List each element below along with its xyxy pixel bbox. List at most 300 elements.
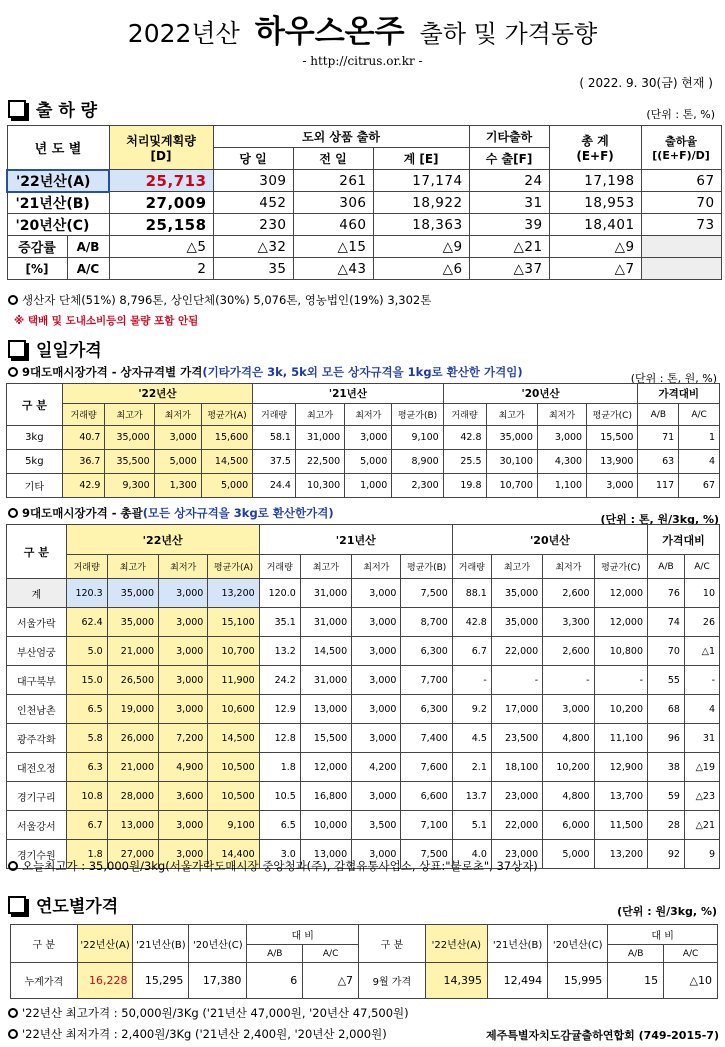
table-cell: 5,000 <box>201 474 252 498</box>
table-cell: 31,000 <box>300 579 351 608</box>
table-cell: 12.9 <box>259 695 300 724</box>
bullet-circle-icon <box>8 367 18 377</box>
table-cell: 1 <box>679 426 720 450</box>
hdr-other-sub: 수 출[F] <box>469 148 549 170</box>
cell-today: 35 <box>213 258 293 280</box>
table-cell: 13,200 <box>594 840 647 869</box>
table-cell: 14,500 <box>300 637 351 666</box>
daily-unit1: (단위 : 톤, 원, %) <box>630 372 717 385</box>
table-cell: 88.1 <box>452 579 491 608</box>
table-cell: 11,500 <box>594 811 647 840</box>
table-cell: 35,000 <box>486 426 537 450</box>
table-row <box>11 963 718 999</box>
table-cell: 3,000 <box>543 695 594 724</box>
table-cell: 6.7 <box>452 637 491 666</box>
table-cell: 36.7 <box>62 450 105 474</box>
cell-prev: 460 <box>293 214 373 236</box>
min-price-note <box>8 1026 387 1042</box>
row-label: '20년산(C) <box>7 214 109 236</box>
shipment-unit: (단위 : 톤, %) <box>646 108 715 121</box>
table-cell: 35,500 <box>105 450 154 474</box>
table-row <box>7 258 721 280</box>
table-cell: 1.8 <box>259 753 300 782</box>
table-cell: 3,300 <box>543 608 594 637</box>
hdr-a-right: '22년산(A) <box>425 925 487 963</box>
table-cell: - <box>491 666 542 695</box>
table-cell: - <box>684 666 719 695</box>
col-header: A/C <box>679 404 720 426</box>
cell-prev: 306 <box>293 192 373 214</box>
table-cell: 5,000 <box>543 840 594 869</box>
table-cell: 1,000 <box>345 474 392 498</box>
hdr-a-left: '22년산(A) <box>77 925 133 963</box>
table-row <box>7 192 721 214</box>
hdr-ratio-label: 출하율 <box>665 135 697 148</box>
cell-ratio: 73 <box>641 214 721 236</box>
table-cell: 3,000 <box>537 426 586 450</box>
table-cell: 4 <box>679 450 720 474</box>
table-cell: 10,600 <box>208 695 259 724</box>
table-cell: 19.8 <box>443 474 486 498</box>
table-cell: 25.5 <box>443 450 486 474</box>
col-header: 최저가 <box>537 404 586 426</box>
table-cell: 22,500 <box>295 450 344 474</box>
table-cell: 9,100 <box>208 811 259 840</box>
annual-heading-text: 연도별가격 <box>36 897 119 917</box>
table-cell: 6,300 <box>401 637 452 666</box>
table-cell: 67 <box>679 474 720 498</box>
cell-total: △9 <box>373 236 469 258</box>
hdr-processed <box>109 126 213 170</box>
col-header: 평균가(A) <box>208 555 259 579</box>
cell-prev: △15 <box>293 236 373 258</box>
table-cell: 1,100 <box>537 474 586 498</box>
table-cell: 4,200 <box>352 753 401 782</box>
left-label: 누계가격 <box>11 963 78 999</box>
col-header: 거래량 <box>62 404 105 426</box>
table-cell: 3,000 <box>352 695 401 724</box>
table-cell: 13,000 <box>300 695 351 724</box>
table-cell: 3,600 <box>159 782 208 811</box>
table-cell: 10 <box>684 579 719 608</box>
table-cell: 8,700 <box>401 608 452 637</box>
table-row <box>7 474 720 498</box>
table-cell: 42.9 <box>62 474 105 498</box>
cell-ratio-empty <box>641 236 721 258</box>
table-cell: 26,500 <box>107 666 158 695</box>
table-cell: 3,000 <box>352 840 401 869</box>
table-cell: 9,100 <box>392 426 443 450</box>
table-cell: 7,500 <box>401 840 452 869</box>
hdr-b-left: '21년산(B) <box>133 925 189 963</box>
shipment-heading-text: 출 하 량 <box>36 101 98 121</box>
table-cell: 70 <box>648 637 685 666</box>
left-a: 16,228 <box>77 963 133 999</box>
table-cell: 31,000 <box>300 666 351 695</box>
cell-ratio: 70 <box>641 192 721 214</box>
table-cell: 13,200 <box>208 579 259 608</box>
col-header-row <box>7 404 720 426</box>
summary-price-table <box>6 524 720 869</box>
daily-unit2: (단위 : 톤, 원/3kg, %) <box>600 513 719 526</box>
daily-sub1 <box>8 364 523 380</box>
hdr-21: '21년산 <box>253 384 444 404</box>
cell-sum: △9 <box>549 236 641 258</box>
row-label: 5kg <box>7 450 63 474</box>
col-header: 평균가(C) <box>594 555 647 579</box>
cell-total: △6 <box>373 258 469 280</box>
col-header: 평균가(B) <box>392 404 443 426</box>
hdr-gubun: 구 분 <box>7 525 67 579</box>
hdr-ratio-sub: [(E+F)/D] <box>652 149 710 162</box>
cell-sum: 18,401 <box>549 214 641 236</box>
table-cell: 12,000 <box>300 753 351 782</box>
table-cell: 62.4 <box>66 608 107 637</box>
table-cell: 40.7 <box>62 426 105 450</box>
table-cell: 35,000 <box>107 608 158 637</box>
table-cell: 63 <box>638 450 679 474</box>
row-label: 경기수원 <box>7 840 67 869</box>
hdr-ac-left: A/C <box>303 945 359 963</box>
table-cell: 5,000 <box>345 450 392 474</box>
cell-other: 24 <box>469 170 549 192</box>
right-c: 15,995 <box>548 963 608 999</box>
table-cell: 30,100 <box>486 450 537 474</box>
table-cell: 4,800 <box>543 724 594 753</box>
table-cell: 3,000 <box>159 579 208 608</box>
hdr-other: 기타출하 <box>469 126 549 148</box>
inc-label: 증감률 <box>7 236 67 258</box>
report-date: ( 2022. 9. 30(금) 현재 ) <box>579 76 713 90</box>
table-cell: 3.0 <box>259 840 300 869</box>
col-header: 최고가 <box>491 555 542 579</box>
table-cell: 68 <box>648 695 685 724</box>
hdr-c-right: '20년산(C) <box>548 925 608 963</box>
hdr-gubun-left: 구 분 <box>11 925 78 963</box>
table-row <box>7 214 721 236</box>
row-label: 3kg <box>7 426 63 450</box>
cell-other: 39 <box>469 214 549 236</box>
bullet-circle-icon <box>8 861 18 871</box>
site-url[interactable]: - http://citrus.or.kr - <box>302 54 423 68</box>
hdr-ab-left: A/B <box>247 945 303 963</box>
row-label: 대전오정 <box>7 753 67 782</box>
table-cell: 74 <box>648 608 685 637</box>
size-price-table <box>6 383 720 498</box>
hdr-cmp: 가격대비 <box>638 384 720 404</box>
table-cell: 24.4 <box>253 474 296 498</box>
table-cell: 4,800 <box>543 782 594 811</box>
table-cell: 6.3 <box>66 753 107 782</box>
table-cell: 16,800 <box>300 782 351 811</box>
hdr-sum <box>549 126 641 170</box>
table-cell: 15.0 <box>66 666 107 695</box>
table-cell: 3,000 <box>352 608 401 637</box>
title-rest: 출하 및 가격동향 <box>419 20 598 48</box>
hdr-cmp-right: 대 비 <box>608 925 718 945</box>
hdr-prev: 전 일 <box>293 148 373 170</box>
table-cell: 10,300 <box>295 474 344 498</box>
table-cell: 2,300 <box>392 474 443 498</box>
left-ab: 6 <box>247 963 303 999</box>
table-cell: 12,000 <box>594 579 647 608</box>
cell-other: △21 <box>469 236 549 258</box>
table-cell: 21,000 <box>107 753 158 782</box>
table-cell: 24.2 <box>259 666 300 695</box>
organization-name: 제주특별자치도감귤출하연합회 (749-2015-7) <box>485 1029 719 1042</box>
table-cell: 23,500 <box>491 724 542 753</box>
table-cell: 3,000 <box>352 724 401 753</box>
table-cell: 13,000 <box>300 840 351 869</box>
table-cell: 58.1 <box>253 426 296 450</box>
table-cell: 3,000 <box>159 666 208 695</box>
row-label: 부산엄궁 <box>7 637 67 666</box>
hdr-ab-right: A/B <box>608 945 664 963</box>
bullet-circle-icon <box>8 1008 18 1018</box>
hdr-year: 년 도 별 <box>7 126 109 170</box>
table-cell: 12,000 <box>594 608 647 637</box>
table-cell: 3,000 <box>345 426 392 450</box>
table-cell: 76 <box>648 579 685 608</box>
col-header: 거래량 <box>443 404 486 426</box>
table-row <box>7 450 720 474</box>
table-cell: - <box>594 666 647 695</box>
table-cell: 3,000 <box>587 474 638 498</box>
row-label: 인천남촌 <box>7 695 67 724</box>
right-ac: △10 <box>664 963 718 999</box>
table-cell: 35,000 <box>491 608 542 637</box>
cell-sum: △7 <box>549 258 641 280</box>
cell-other: 31 <box>469 192 549 214</box>
cell-total: 18,363 <box>373 214 469 236</box>
hdr-domestic: 도외 상품 출하 <box>213 126 469 148</box>
hdr-processed-sub: [D] <box>150 149 172 163</box>
hdr-22: '22년산 <box>62 384 253 404</box>
checkbox-square-icon <box>8 340 26 358</box>
table-cell: 7,100 <box>401 811 452 840</box>
table-cell: - <box>452 666 491 695</box>
table-cell: 3,000 <box>352 637 401 666</box>
table-cell: 42.8 <box>452 608 491 637</box>
row-label: 광주각화 <box>7 724 67 753</box>
table-cell: 10.5 <box>259 782 300 811</box>
table-cell: 28,000 <box>107 782 158 811</box>
table-cell: 10,200 <box>543 753 594 782</box>
daily-heading-text: 일일가격 <box>36 341 102 361</box>
title-brand: 하우스온주 <box>254 14 405 50</box>
hdr-b-right: '21년산(B) <box>487 925 547 963</box>
max-price-note <box>8 1005 409 1021</box>
table-cell: 22,000 <box>491 811 542 840</box>
table-cell: 26,000 <box>107 724 158 753</box>
table-cell: 22,000 <box>491 637 542 666</box>
row-label: 대구북부 <box>7 666 67 695</box>
left-b: 15,295 <box>133 963 189 999</box>
page-title <box>0 6 725 51</box>
table-cell: 18,100 <box>491 753 542 782</box>
annual-unit: (단위 : 원/3kg, %) <box>617 905 717 918</box>
table-cell: 10,700 <box>208 637 259 666</box>
min-price-note-text: '22년산 최저가격 : 2,400원/3Kg ('21년산 2,400원, '20년산 2,000원) <box>22 1027 387 1041</box>
table-row <box>7 695 720 724</box>
inc-unit: [%] <box>7 258 67 280</box>
table-cell: 3,000 <box>159 840 208 869</box>
table-cell: 13,700 <box>594 782 647 811</box>
col-header: 최저가 <box>345 404 392 426</box>
col-header: 평균가(A) <box>201 404 252 426</box>
col-header: 최고가 <box>486 404 537 426</box>
table-cell: 13.2 <box>259 637 300 666</box>
row-label: '21년산(B) <box>7 192 109 214</box>
table-cell: 35,000 <box>105 426 154 450</box>
table-cell: 13.7 <box>452 782 491 811</box>
table-cell: 9.2 <box>452 695 491 724</box>
table-cell: 1.8 <box>66 840 107 869</box>
col-header: 최저가 <box>543 555 594 579</box>
right-ab: 15 <box>608 963 664 999</box>
col-header: 거래량 <box>253 404 296 426</box>
table-row <box>7 170 721 192</box>
table-cell: 3,000 <box>159 637 208 666</box>
top-price-note-text: 오늘최고가 : 35,000원/3kg(서울가락도매시장 중앙청과(주), 감협유통사업소, 상표:"불로초", 37상자) <box>22 859 538 873</box>
row-label: 기타 <box>7 474 63 498</box>
table-cell: 12,900 <box>594 753 647 782</box>
table-cell: 14,500 <box>208 724 259 753</box>
table-cell: 5.8 <box>66 724 107 753</box>
col-header: 최고가 <box>300 555 351 579</box>
table-cell: 3,000 <box>159 811 208 840</box>
table-cell: 19,000 <box>107 695 158 724</box>
col-header: A/B <box>648 555 685 579</box>
cell-d: △5 <box>109 236 213 258</box>
cell-today: 452 <box>213 192 293 214</box>
table-cell: 2.1 <box>452 753 491 782</box>
cell-sum: 17,198 <box>549 170 641 192</box>
table-cell: 35,000 <box>491 579 542 608</box>
table-cell: 15,500 <box>587 426 638 450</box>
bullet-circle-icon <box>8 1029 18 1039</box>
table-cell: 31,000 <box>300 608 351 637</box>
table-cell: 14,500 <box>201 450 252 474</box>
left-c: 17,380 <box>189 963 247 999</box>
table-cell: 7,200 <box>159 724 208 753</box>
cell-today: 230 <box>213 214 293 236</box>
daily-sub1-note: (기타가격은 3k, 5k외 모든 상자규격을 1kg로 환산한 가격임) <box>202 365 523 379</box>
table-cell: 71 <box>638 426 679 450</box>
table-cell: 5.1 <box>452 811 491 840</box>
table-cell: 28 <box>648 811 685 840</box>
max-price-note-text: '22년산 최고가격 : 50,000원/3Kg ('21년산 47,000원, '20년산 47,500원) <box>22 1006 409 1020</box>
table-row <box>7 236 721 258</box>
cell-ratio-empty <box>641 258 721 280</box>
table-cell: 15,500 <box>300 724 351 753</box>
table-cell: △21 <box>684 811 719 840</box>
table-cell: 120.0 <box>259 579 300 608</box>
hdr-ac-right: A/C <box>664 945 718 963</box>
table-row <box>7 811 720 840</box>
table-cell: 9,300 <box>105 474 154 498</box>
hdr-c-left: '20년산(C) <box>189 925 247 963</box>
table-cell: 8,900 <box>392 450 443 474</box>
col-header: 최저가 <box>159 555 208 579</box>
table-cell: 35.1 <box>259 608 300 637</box>
inc-key: A/C <box>67 258 109 280</box>
col-header: 최고가 <box>295 404 344 426</box>
annual-price-table <box>10 924 718 999</box>
table-cell: 31 <box>684 724 719 753</box>
exclusion-note: ※ 택배 및 도내소비등의 물량 포함 안됨 <box>14 315 199 327</box>
table-cell: △23 <box>684 782 719 811</box>
daily-sub2-note: (모든 상자규격을 3kg로 환산한가격) <box>142 506 334 520</box>
annual-heading <box>8 892 118 917</box>
cell-d: 25,713 <box>109 170 213 192</box>
shipment-heading <box>8 96 97 121</box>
col-header: 최저가 <box>154 404 201 426</box>
table-cell: 6.7 <box>66 811 107 840</box>
table-cell: 7,500 <box>401 579 452 608</box>
table-cell: 4,300 <box>537 450 586 474</box>
table-cell: 3,000 <box>352 666 401 695</box>
daily-sub2-main: 9대도매시장가격 - 총괄 <box>22 506 143 520</box>
shipment-table <box>6 125 722 280</box>
table-cell: 55 <box>648 666 685 695</box>
table-cell: 14,400 <box>208 840 259 869</box>
table-cell: 23,000 <box>491 840 542 869</box>
hdr-cmp-left: 대 비 <box>247 925 359 945</box>
table-cell: 17,000 <box>491 695 542 724</box>
table-row <box>7 637 720 666</box>
table-cell: 3,000 <box>159 695 208 724</box>
table-cell: 3,000 <box>159 608 208 637</box>
table-cell: 35,000 <box>107 579 158 608</box>
table-cell: 15,600 <box>201 426 252 450</box>
table-cell: 3,000 <box>352 782 401 811</box>
producer-note <box>8 292 431 308</box>
table-cell: 10.8 <box>66 782 107 811</box>
cell-sum: 18,953 <box>549 192 641 214</box>
table-cell: 7,400 <box>401 724 452 753</box>
table-cell: 4 <box>684 695 719 724</box>
table-cell: 38 <box>648 753 685 782</box>
table-cell: 117 <box>638 474 679 498</box>
table-cell: 3,000 <box>154 426 201 450</box>
col-header: 최고가 <box>105 404 154 426</box>
cell-total: 17,174 <box>373 170 469 192</box>
hdr-total: 계 [E] <box>373 148 469 170</box>
row-label: 경기구리 <box>7 782 67 811</box>
hdr-processed-label: 처리및계획량 <box>126 134 196 148</box>
table-cell: 5.0 <box>66 637 107 666</box>
table-cell: 3,500 <box>352 811 401 840</box>
table-cell: 6,000 <box>543 811 594 840</box>
table-cell: 11,100 <box>594 724 647 753</box>
table-cell: 96 <box>648 724 685 753</box>
table-cell: 23,000 <box>491 782 542 811</box>
table-cell: 10,200 <box>594 695 647 724</box>
title-year: 2022년산 <box>127 19 240 48</box>
hdr-sum-label: 총 계 <box>581 134 609 148</box>
inc-key: A/B <box>67 236 109 258</box>
daily-heading <box>8 336 102 361</box>
cell-ratio: 67 <box>641 170 721 192</box>
cell-other: △37 <box>469 258 549 280</box>
table-cell: 6,300 <box>401 695 452 724</box>
table-cell: 10,700 <box>486 474 537 498</box>
table-cell: 9 <box>684 840 719 869</box>
table-cell: 4,900 <box>159 753 208 782</box>
hdr-20: '20년산 <box>443 384 638 404</box>
table-cell: 92 <box>648 840 685 869</box>
